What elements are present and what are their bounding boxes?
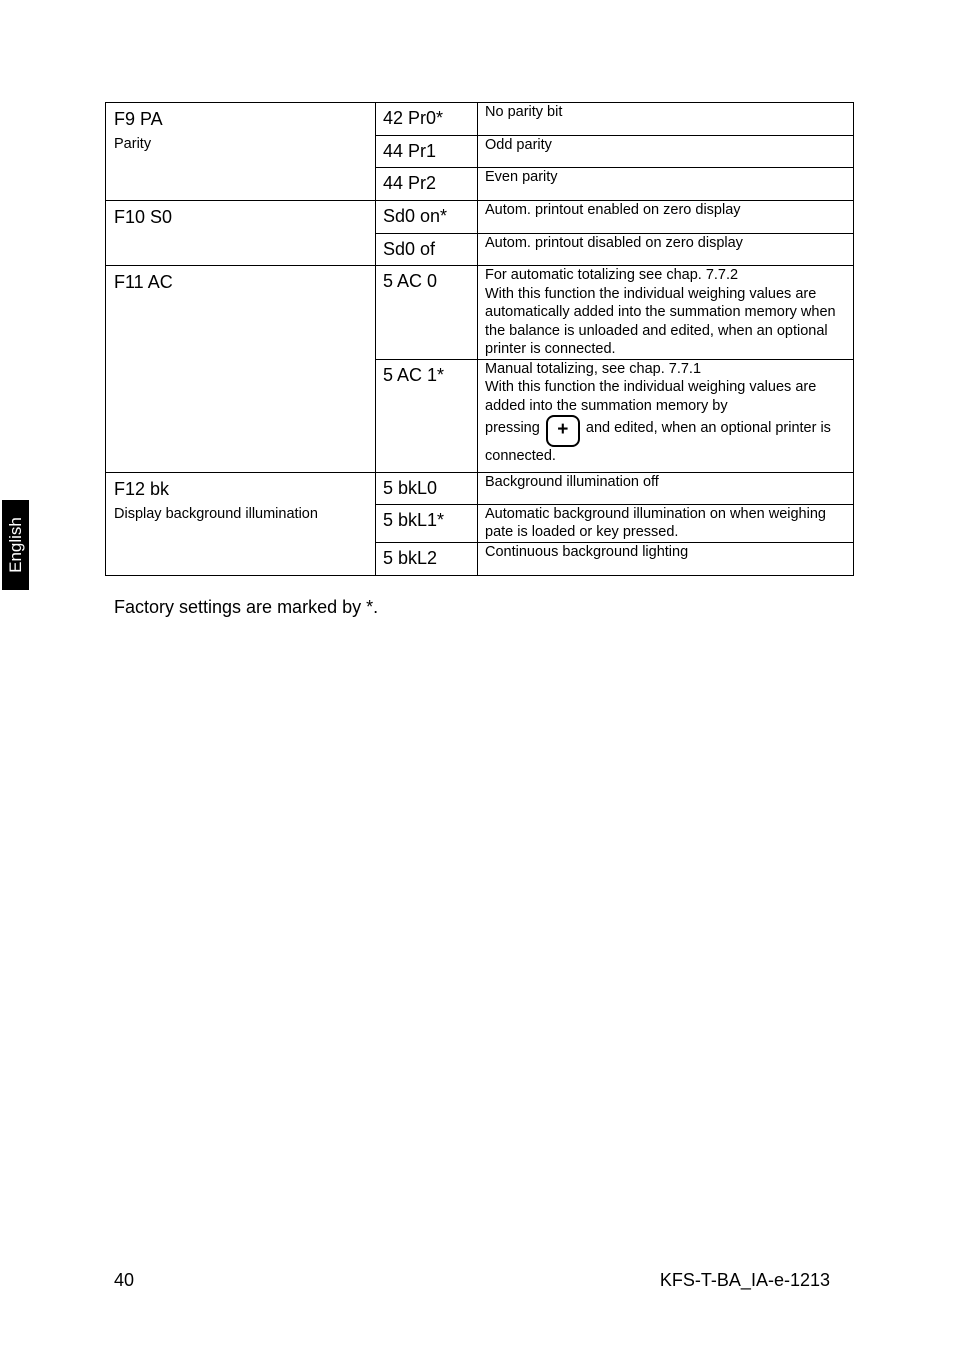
description-text: Manual totalizing, see chap. 7.7.1 With this function the individual weighing values are added into the summation memory by [485, 360, 817, 414]
setting-code: 5 bkL2 [376, 542, 478, 575]
setting-code: 44 Pr1 [376, 136, 478, 168]
setting-code: 5 bkL0 [376, 472, 478, 504]
function-description: Parity [114, 136, 152, 152]
setting-description: No parity bit [478, 103, 854, 136]
page-number: 40 [114, 1270, 135, 1290]
setting-code: Sd0 of [376, 234, 478, 266]
function-name: F10 S0 [114, 207, 173, 227]
factory-settings-note: Factory settings are marked by *. [114, 597, 379, 617]
document-id: KFS-T-BA_IA-e-1213 [659, 1270, 830, 1290]
setting-code: 5 bkL1* [376, 504, 478, 542]
setting-description: Even parity [478, 168, 854, 201]
description-text: and edited, when an optional printer is connected. [485, 420, 831, 464]
table-row [106, 266, 854, 360]
setting-description: Continuous background lighting [478, 542, 854, 575]
function-name: F12 bk [114, 478, 170, 499]
function-name: F9 PA [114, 109, 163, 129]
function-name: F11 AC [114, 272, 173, 292]
setting-code: 42 Pr0* [376, 103, 478, 136]
setting-description: Autom. printout disabled on zero display [478, 234, 854, 266]
function-description: Display background illumination [114, 505, 318, 522]
setting-description: Background illumination off [478, 472, 854, 504]
setting-description: Automatic background illumination on when weighing pate is loaded or key pressed. [478, 504, 854, 542]
table-row [106, 103, 854, 136]
function-cell [106, 266, 376, 473]
table-row [106, 201, 854, 234]
setting-code: 44 Pr2 [376, 168, 478, 201]
language-tab-label: English [5, 517, 25, 573]
function-cell [106, 103, 376, 201]
setting-description: Autom. printout enabled on zero display [478, 201, 854, 234]
parameter-table [105, 102, 854, 576]
setting-description: For automatic totalizing see chap. 7.7.2 With this function the individual weighing values are automatically added into the summation memory when the balance is unloaded and edited, when an optional printer is connected. [478, 266, 854, 360]
description-text: pressing [485, 420, 540, 436]
plus-key-icon: + [546, 415, 580, 447]
setting-code: Sd0 on* [376, 201, 478, 234]
setting-description: Odd parity [478, 136, 854, 168]
table-row [106, 472, 854, 504]
setting-code: 5 AC 0 [376, 266, 478, 360]
function-cell [106, 472, 376, 575]
function-cell [106, 201, 376, 266]
setting-code: 5 AC 1* [376, 359, 478, 472]
language-tab [2, 500, 29, 590]
setting-description [478, 359, 854, 472]
